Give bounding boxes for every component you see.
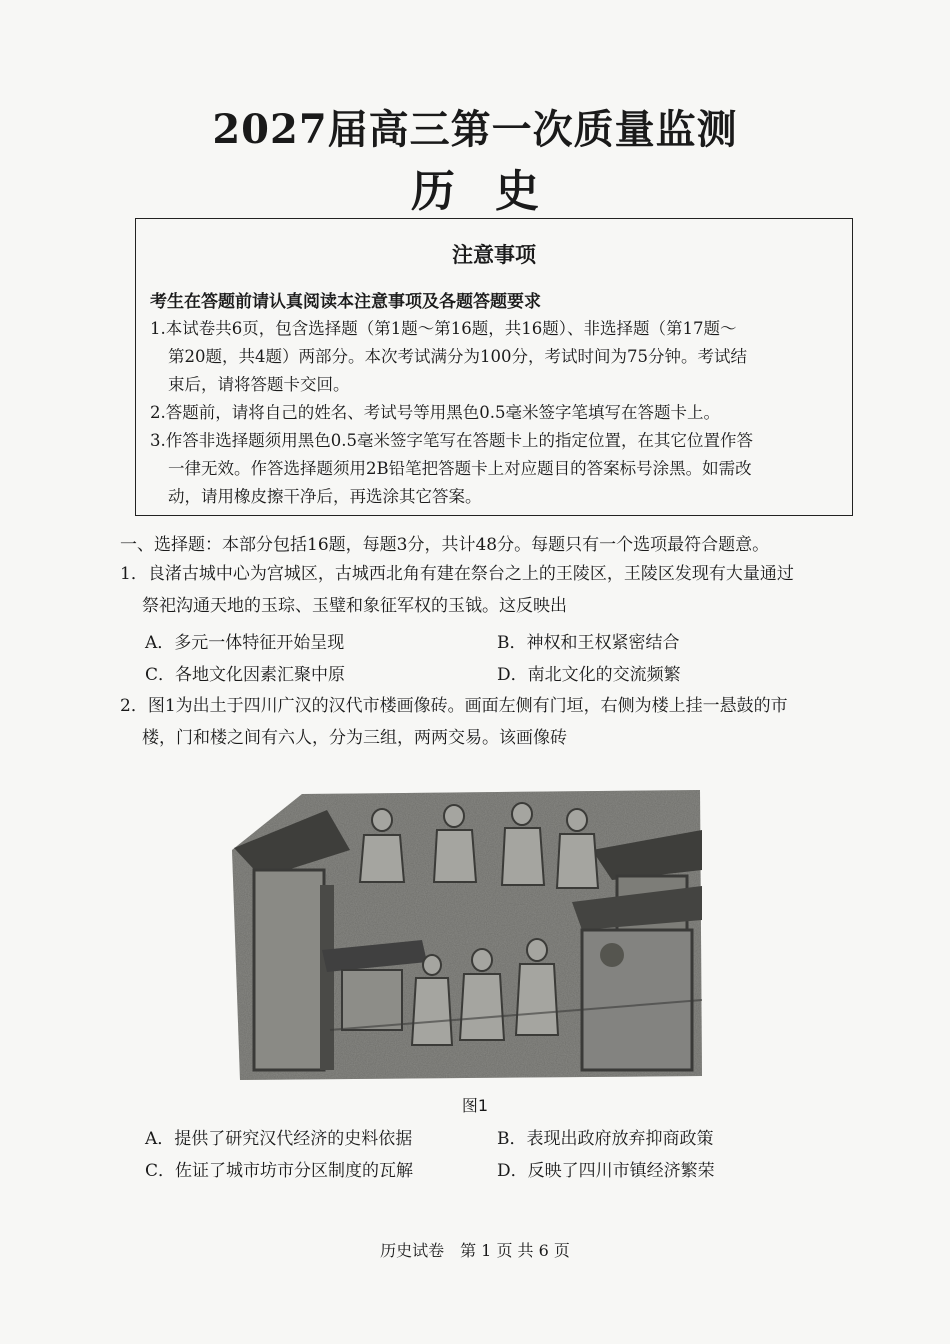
notice-line: 3.作答非选择题须用黑色0.5毫米签字笔写在答题卡上的指定位置，在其它位置作答	[150, 431, 753, 450]
question-2	[120, 690, 880, 754]
page-footer: 历史试卷 第 1 页 共 6 页	[380, 1241, 570, 1260]
notice-line: 束后，请将答题卡交回。	[168, 375, 350, 394]
exam-title: 2027届高三第一次质量监测	[212, 106, 738, 153]
figure-caption: 图1	[461, 1096, 489, 1115]
q2-option-a: A．提供了研究汉代经济的史料依据	[145, 1129, 413, 1149]
question-1	[120, 558, 880, 622]
section-heading: 一、选择题：本部分包括16题，每题3分，共计48分。每题只有一个选项最符合题意。	[120, 535, 770, 555]
q2-option-c: C．佐证了城市坊市分区制度的瓦解	[145, 1161, 414, 1181]
q2-option-b: B．表现出政府放弃抑商政策	[497, 1129, 714, 1149]
q1-option-b: B．神权和王权紧密结合	[497, 633, 680, 653]
notice-line: 1.本试卷共6页，包含选择题（第1题～第16题，共16题）、非选择题（第17题～	[150, 319, 737, 338]
notice-item-2	[150, 399, 840, 427]
notice-line: 第20题，共4题）两部分。本次考试满分为100分，考试时间为75分钟。考试结	[168, 347, 747, 366]
question-line: 1．良渚古城中心为宫城区，古城西北角有建在祭台之上的王陵区，王陵区发现有大量通过	[120, 564, 794, 584]
question-line: 楼，门和楼之间有六人，分为三组，两两交易。该画像砖	[142, 728, 567, 748]
notice-intro: 考生在答题前请认真阅读本注意事项及各题答题要求	[150, 292, 541, 312]
notice-line: 一律无效。作答选择题须用2B铅笔把答题卡上对应题目的答案标号涂黑。如需改	[168, 459, 752, 478]
notice-item-3	[150, 427, 840, 511]
q1-option-a: A．多元一体特征开始呈现	[145, 633, 345, 653]
notice-item-1	[150, 315, 840, 399]
notice-box	[135, 218, 853, 516]
subject-title: 历史	[411, 166, 579, 217]
question-line: 2．图1为出土于四川广汉的汉代市楼画像砖。画面左侧有门垣，右侧为楼上挂一悬鼓的市	[120, 696, 788, 716]
q2-option-d: D．反映了四川市镇经济繁荣	[497, 1161, 715, 1181]
q1-option-c: C．各地文化因素汇聚中原	[145, 665, 346, 685]
market-brick-relief-image	[232, 790, 702, 1080]
q1-option-d: D．南北文化的交流频繁	[497, 665, 681, 685]
notice-line: 动，请用橡皮擦干净后，再选涂其它答案。	[168, 487, 482, 506]
notice-title: 注意事项	[452, 243, 536, 267]
notice-line: 2.答题前，请将自己的姓名、考试号等用黑色0.5毫米签字笔填写在答题卡上。	[150, 403, 720, 422]
question-line: 祭祀沟通天地的玉琮、玉璧和象征军权的玉钺。这反映出	[142, 596, 567, 616]
